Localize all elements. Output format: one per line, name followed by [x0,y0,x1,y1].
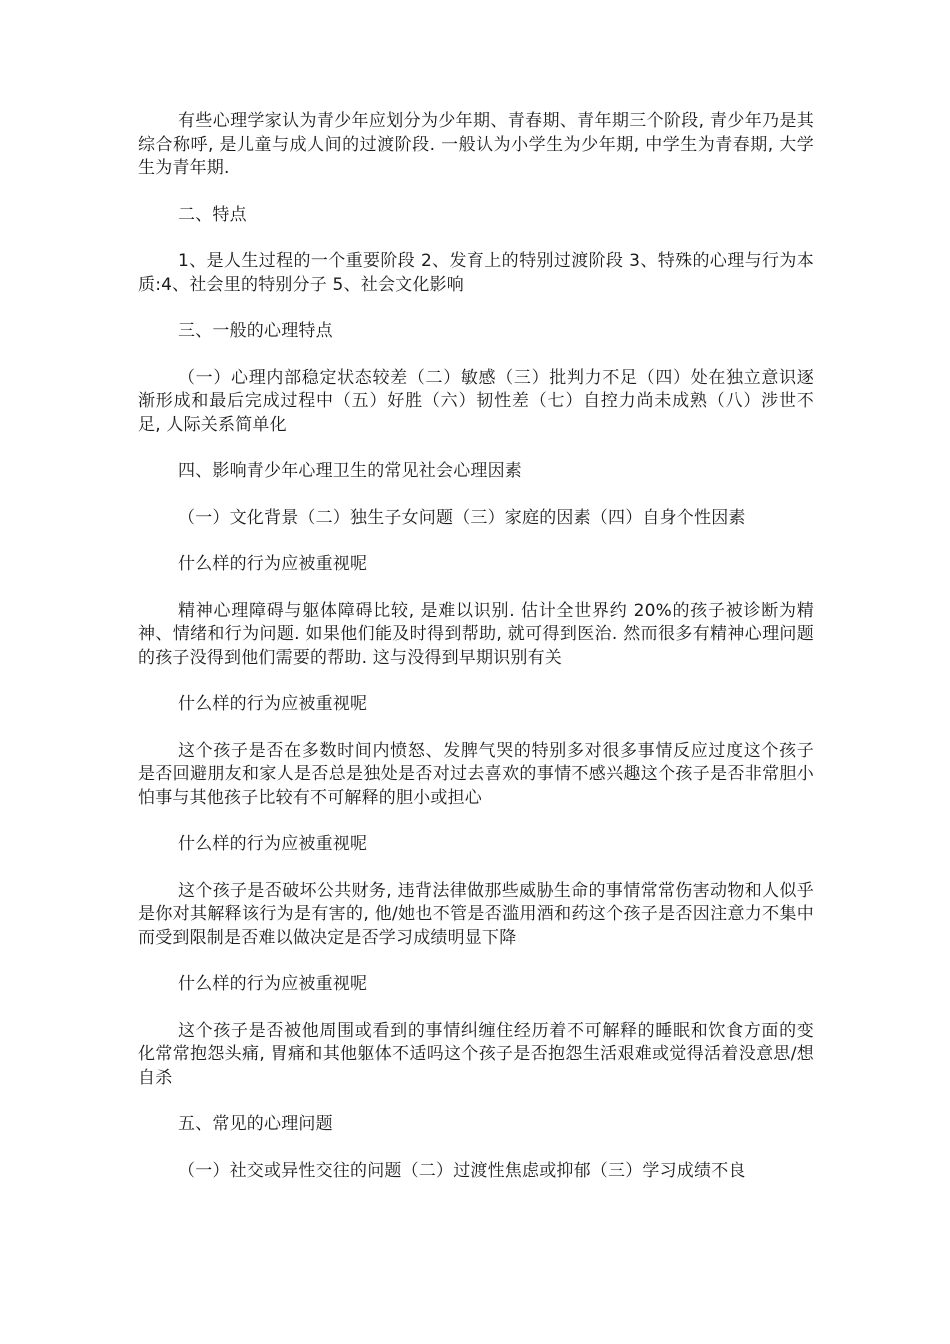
question-heading: 什么样的行为应被重视呢 [178,694,368,714]
features-paragraph: 1、是人生过程的一个重要阶段 2、发育上的特别过渡阶段 3、特殊的心理与行为本质:4、社会里的特别分子 5、社会文化影响 [138,251,814,295]
section-heading-factors: 四、影响青少年心理卫生的常见社会心理因素 [178,461,522,481]
document-body [138,110,814,1183]
body-paragraph: 精神心理障碍与躯体障碍比较, 是难以识别. 估计全世界约 20%的孩子被诊断为精神、情绪和行为问题. 如果他们能及时得到帮助, 就可得到医治. 然而很多有精神心理问题的孩子没得到他们需要的帮助. 这与没得到早期识别有关 [138,600,814,668]
question-heading: 什么样的行为应被重视呢 [178,974,368,994]
intro-paragraph: 有些心理学家认为青少年应划分为少年期、青春期、青年期三个阶段, 青少年乃是其综合称呼, 是儿童与成人间的过渡阶段. 一般认为小学生为少年期, 中学生为青春期, 大学生为青年期. [138,111,814,178]
question-heading: 什么样的行为应被重视呢 [178,834,368,854]
body-paragraph: 这个孩子是否破坏公共财务, 违背法律做那些威胁生命的事情常常伤害动物和人似乎是你对其解释该行为是有害的, 他/她也不管是否滥用酒和药这个孩子是否因注意力不集中而受到限制是否难以做决定是否学习成绩明显下降 [138,880,814,948]
question-heading: 什么样的行为应被重视呢 [178,554,368,574]
common-problems-paragraph: （一）社交或异性交往的问题（二）过渡性焦虑或抑郁（三）学习成绩不良 [178,1160,746,1181]
section-heading-common-problems: 五、常见的心理问题 [178,1114,333,1134]
body-paragraph: 这个孩子是否在多数时间内愤怒、发脾气哭的特别多对很多事情反应过度这个孩子是否回避朋友和家人是否总是独处是否对过去喜欢的事情不感兴趣这个孩子是否非常胆小怕事与其他孩子比较有不可解释的胆小或担心 [138,740,814,808]
psych-traits-paragraph: （一）心理内部稳定状态较差（二）敏感（三）批判力不足（四）处在独立意识逐渐形成和最后完成过程中（五）好胜（六）韧性差（七）自控力尚未成熟（八）涉世不足, 人际关系简单化 [138,367,814,435]
factors-paragraph: （一）文化背景（二）独生子女问题（三）家庭的因素（四）自身个性因素 [178,507,746,528]
body-paragraph: 这个孩子是否被他周围或看到的事情纠缠住经历着不可解释的睡眠和饮食方面的变化常常抱怨头痛, 胃痛和其他躯体不适吗这个孩子是否抱怨生活艰难或觉得活着没意思/想自杀 [138,1020,814,1088]
section-heading-features: 二、特点 [178,204,247,225]
section-heading-psych-traits: 三、一般的心理特点 [178,321,333,341]
